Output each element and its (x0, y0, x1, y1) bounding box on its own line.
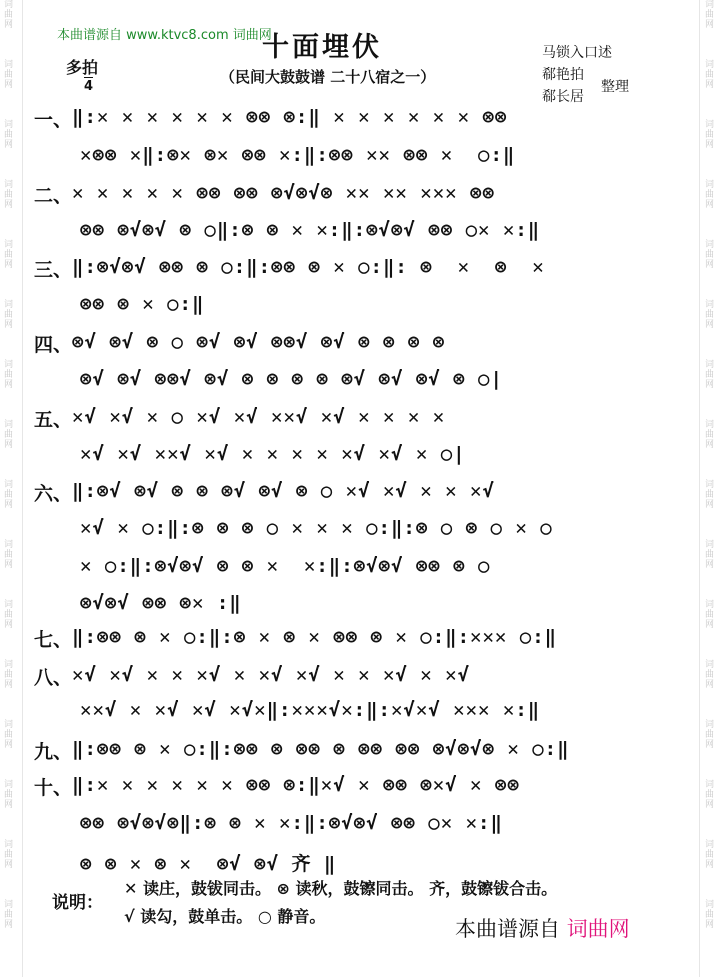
section-number: 七、 (34, 629, 73, 651)
legend-heading: 说明： (52, 893, 103, 913)
watermark-glyph: 词曲网 (705, 780, 715, 810)
drum-notes: ‖:⊗⊗ ⊗ ✕ ○:‖:⊗⊗ ⊗ ⊗⊗ ⊗ ⊗⊗ ⊗⊗ ⊗√⊗√⊗ ✕ ○:‖ (72, 738, 570, 760)
drum-notes: ⊗ ⊗ ✕ ⊗ ✕ ⊗√ ⊗√ 齐 ‖ (80, 853, 337, 875)
drum-notes: ‖:✕ ✕ ✕ ✕ ✕ ✕ ⊗⊗ ⊗:‖ ✕ ✕ ✕ ✕ ✕ ✕ ⊗⊗ (72, 106, 508, 128)
drum-notes: ‖:⊗√⊗√ ⊗⊗ ⊗ ○:‖:⊗⊗ ⊗ ✕ ○:‖: ⊗ ✕ ⊗ ✕ (72, 256, 545, 278)
watermark-glyph: 词曲网 (4, 780, 14, 810)
watermark-glyph: 词曲网 (4, 540, 14, 570)
watermark-left (4, 0, 18, 977)
drum-notes: ✕√ ✕ ○:‖:⊗ ⊗ ⊗ ○ ✕ ✕ ✕ ○:‖:⊗ ○ ⊗ ○ ✕ ○ (80, 517, 553, 539)
watermark-glyph: 词曲网 (705, 900, 715, 930)
drum-notes: ✕ ✕ ✕ ✕ ✕ ⊗⊗ ⊗⊗ ⊗√⊗√⊗ ✕✕ ✕✕ ✕✕✕ ⊗⊗ (72, 182, 495, 204)
watermark-glyph: 词曲网 (4, 300, 14, 330)
drum-notes: ‖:⊗⊗ ⊗ ✕ ○:‖:⊗ ✕ ⊗ ✕ ⊗⊗ ⊗ ✕ ○:‖:✕✕✕ ○:‖ (72, 626, 558, 648)
drum-notes: ✕✕√ ✕ ✕√ ✕√ ✕√✕‖:✕✕✕√✕:‖:✕√✕√ ✕✕✕ ✕:‖ (80, 699, 541, 721)
watermark-glyph: 词曲网 (705, 660, 715, 690)
legend-line-1: ✕ 读庄，鼓钹同击。 ⊗ 读秋，鼓镲同击。 齐，鼓镲钹合击。 (124, 879, 558, 898)
watermark-glyph: 词曲网 (705, 840, 715, 870)
watermark-glyph: 词曲网 (4, 480, 14, 510)
watermark-glyph: 词曲网 (4, 840, 14, 870)
section-number: 九、 (34, 741, 73, 763)
meter-value: 4 (84, 79, 94, 94)
watermark-glyph: 词曲网 (4, 240, 14, 270)
drum-notes: ⊗⊗ ⊗√⊗√ ⊗ ○‖:⊗ ⊗ ✕ ✕:‖:⊗√⊗√ ⊗⊗ ○✕ ✕:‖ (80, 219, 541, 241)
section-number: 八、 (34, 667, 73, 689)
watermark-glyph: 词曲网 (705, 60, 715, 90)
watermark-glyph: 词曲网 (4, 120, 14, 150)
page-title: 十面埋伏 (262, 32, 382, 63)
section-number: 二、 (34, 185, 73, 207)
drum-notes: ✕√ ✕√ ✕ ○ ✕√ ✕√ ✕✕√ ✕√ ✕ ✕ ✕ ✕ (72, 406, 446, 428)
legend-line-2: √ 读勾，鼓单击。 ○ 静音。 (124, 907, 326, 926)
section-number: 一、 (34, 109, 73, 131)
credit-role: 整理 (601, 79, 629, 95)
watermark-glyph: 词曲网 (705, 120, 715, 150)
watermark-glyph: 词曲网 (705, 360, 715, 390)
drum-notes: ✕⊗⊗ ✕‖:⊗✕ ⊗✕ ⊗⊗ ✕:‖:⊗⊗ ✕✕ ⊗⊗ ✕ ○:‖ (80, 144, 516, 166)
subtitle: （民间大鼓鼓谱 二十八宿之一） (220, 68, 436, 86)
watermark-glyph: 词曲网 (705, 540, 715, 570)
drum-notes: ⊗⊗ ⊗√⊗√⊗‖:⊗ ⊗ ✕ ✕:‖:⊗√⊗√ ⊗⊗ ○✕ ✕:‖ (80, 812, 503, 834)
watermark-glyph: 词曲网 (4, 900, 14, 930)
credit-transcriber: 郗艳拍 (542, 67, 584, 83)
drum-notes: ✕√ ✕√ ✕✕√ ✕√ ✕ ✕ ✕ ✕ ✕√ ✕√ ✕ ○| (80, 443, 466, 465)
section-number: 十、 (34, 777, 73, 799)
watermark-glyph: 词曲网 (4, 60, 14, 90)
credit-narrator: 马锁入口述 (542, 45, 612, 61)
drum-notes: ⊗√⊗√ ⊗⊗ ⊗✕ :‖ (80, 592, 242, 614)
section-number: 三、 (34, 259, 73, 281)
watermark-glyph: 词曲网 (705, 180, 715, 210)
credit-editor: 郗长居 (542, 89, 584, 105)
watermark-glyph: 词曲网 (4, 420, 14, 450)
drum-notes: ‖:⊗√ ⊗√ ⊗ ⊗ ⊗√ ⊗√ ⊗ ○ ✕√ ✕√ ✕ ✕ ✕√ (72, 480, 495, 502)
drum-notes: ‖:✕ ✕ ✕ ✕ ✕ ✕ ⊗⊗ ⊗:‖✕√ ✕ ⊗⊗ ⊗✕√ ✕ ⊗⊗ (72, 774, 520, 796)
watermark-glyph: 词曲网 (705, 420, 715, 450)
watermark-glyph: 词曲网 (4, 180, 14, 210)
watermark-glyph: 词曲网 (4, 600, 14, 630)
meter-label: 多拍 (66, 58, 99, 77)
watermark-glyph: 词曲网 (705, 720, 715, 750)
drum-notes: ⊗⊗ ⊗ ✕ ○:‖ (80, 293, 205, 315)
watermark-glyph: 词曲网 (4, 0, 14, 30)
watermark-glyph: 词曲网 (705, 600, 715, 630)
watermark-glyph: 词曲网 (4, 360, 14, 390)
drum-notes: ⊗√ ⊗√ ⊗ ○ ⊗√ ⊗√ ⊗⊗√ ⊗√ ⊗ ⊗ ⊗ ⊗ (72, 331, 446, 353)
watermark-glyph: 词曲网 (4, 660, 14, 690)
watermark-glyph: 词曲网 (705, 300, 715, 330)
section-number: 六、 (34, 483, 73, 505)
drum-notes: ✕ ○:‖:⊗√⊗√ ⊗ ⊗ ✕ ✕:‖:⊗√⊗√ ⊗⊗ ⊗ ○ (80, 555, 491, 577)
watermark-glyph: 词曲网 (4, 720, 14, 750)
section-number: 四、 (34, 334, 73, 356)
drum-notes: ✕√ ✕√ ✕ ✕ ✕√ ✕ ✕√ ✕√ ✕ ✕ ✕√ ✕ ✕√ (72, 664, 471, 686)
watermark-glyph: 词曲网 (705, 240, 715, 270)
watermark-glyph: 词曲网 (705, 480, 715, 510)
section-number: 五、 (34, 409, 73, 431)
source-top: 本曲谱源自 www.ktvc8.com 词曲网 (57, 28, 272, 43)
watermark-right (705, 0, 719, 977)
source-bottom-brand: 词曲网 (566, 917, 630, 941)
source-bottom (455, 913, 630, 943)
drum-notes: ⊗√ ⊗√ ⊗⊗√ ⊗√ ⊗ ⊗ ⊗ ⊗ ⊗√ ⊗√ ⊗√ ⊗ ○| (80, 368, 503, 390)
watermark-glyph: 词曲网 (705, 0, 715, 30)
source-bottom-text: 本曲谱源自 (455, 917, 560, 941)
